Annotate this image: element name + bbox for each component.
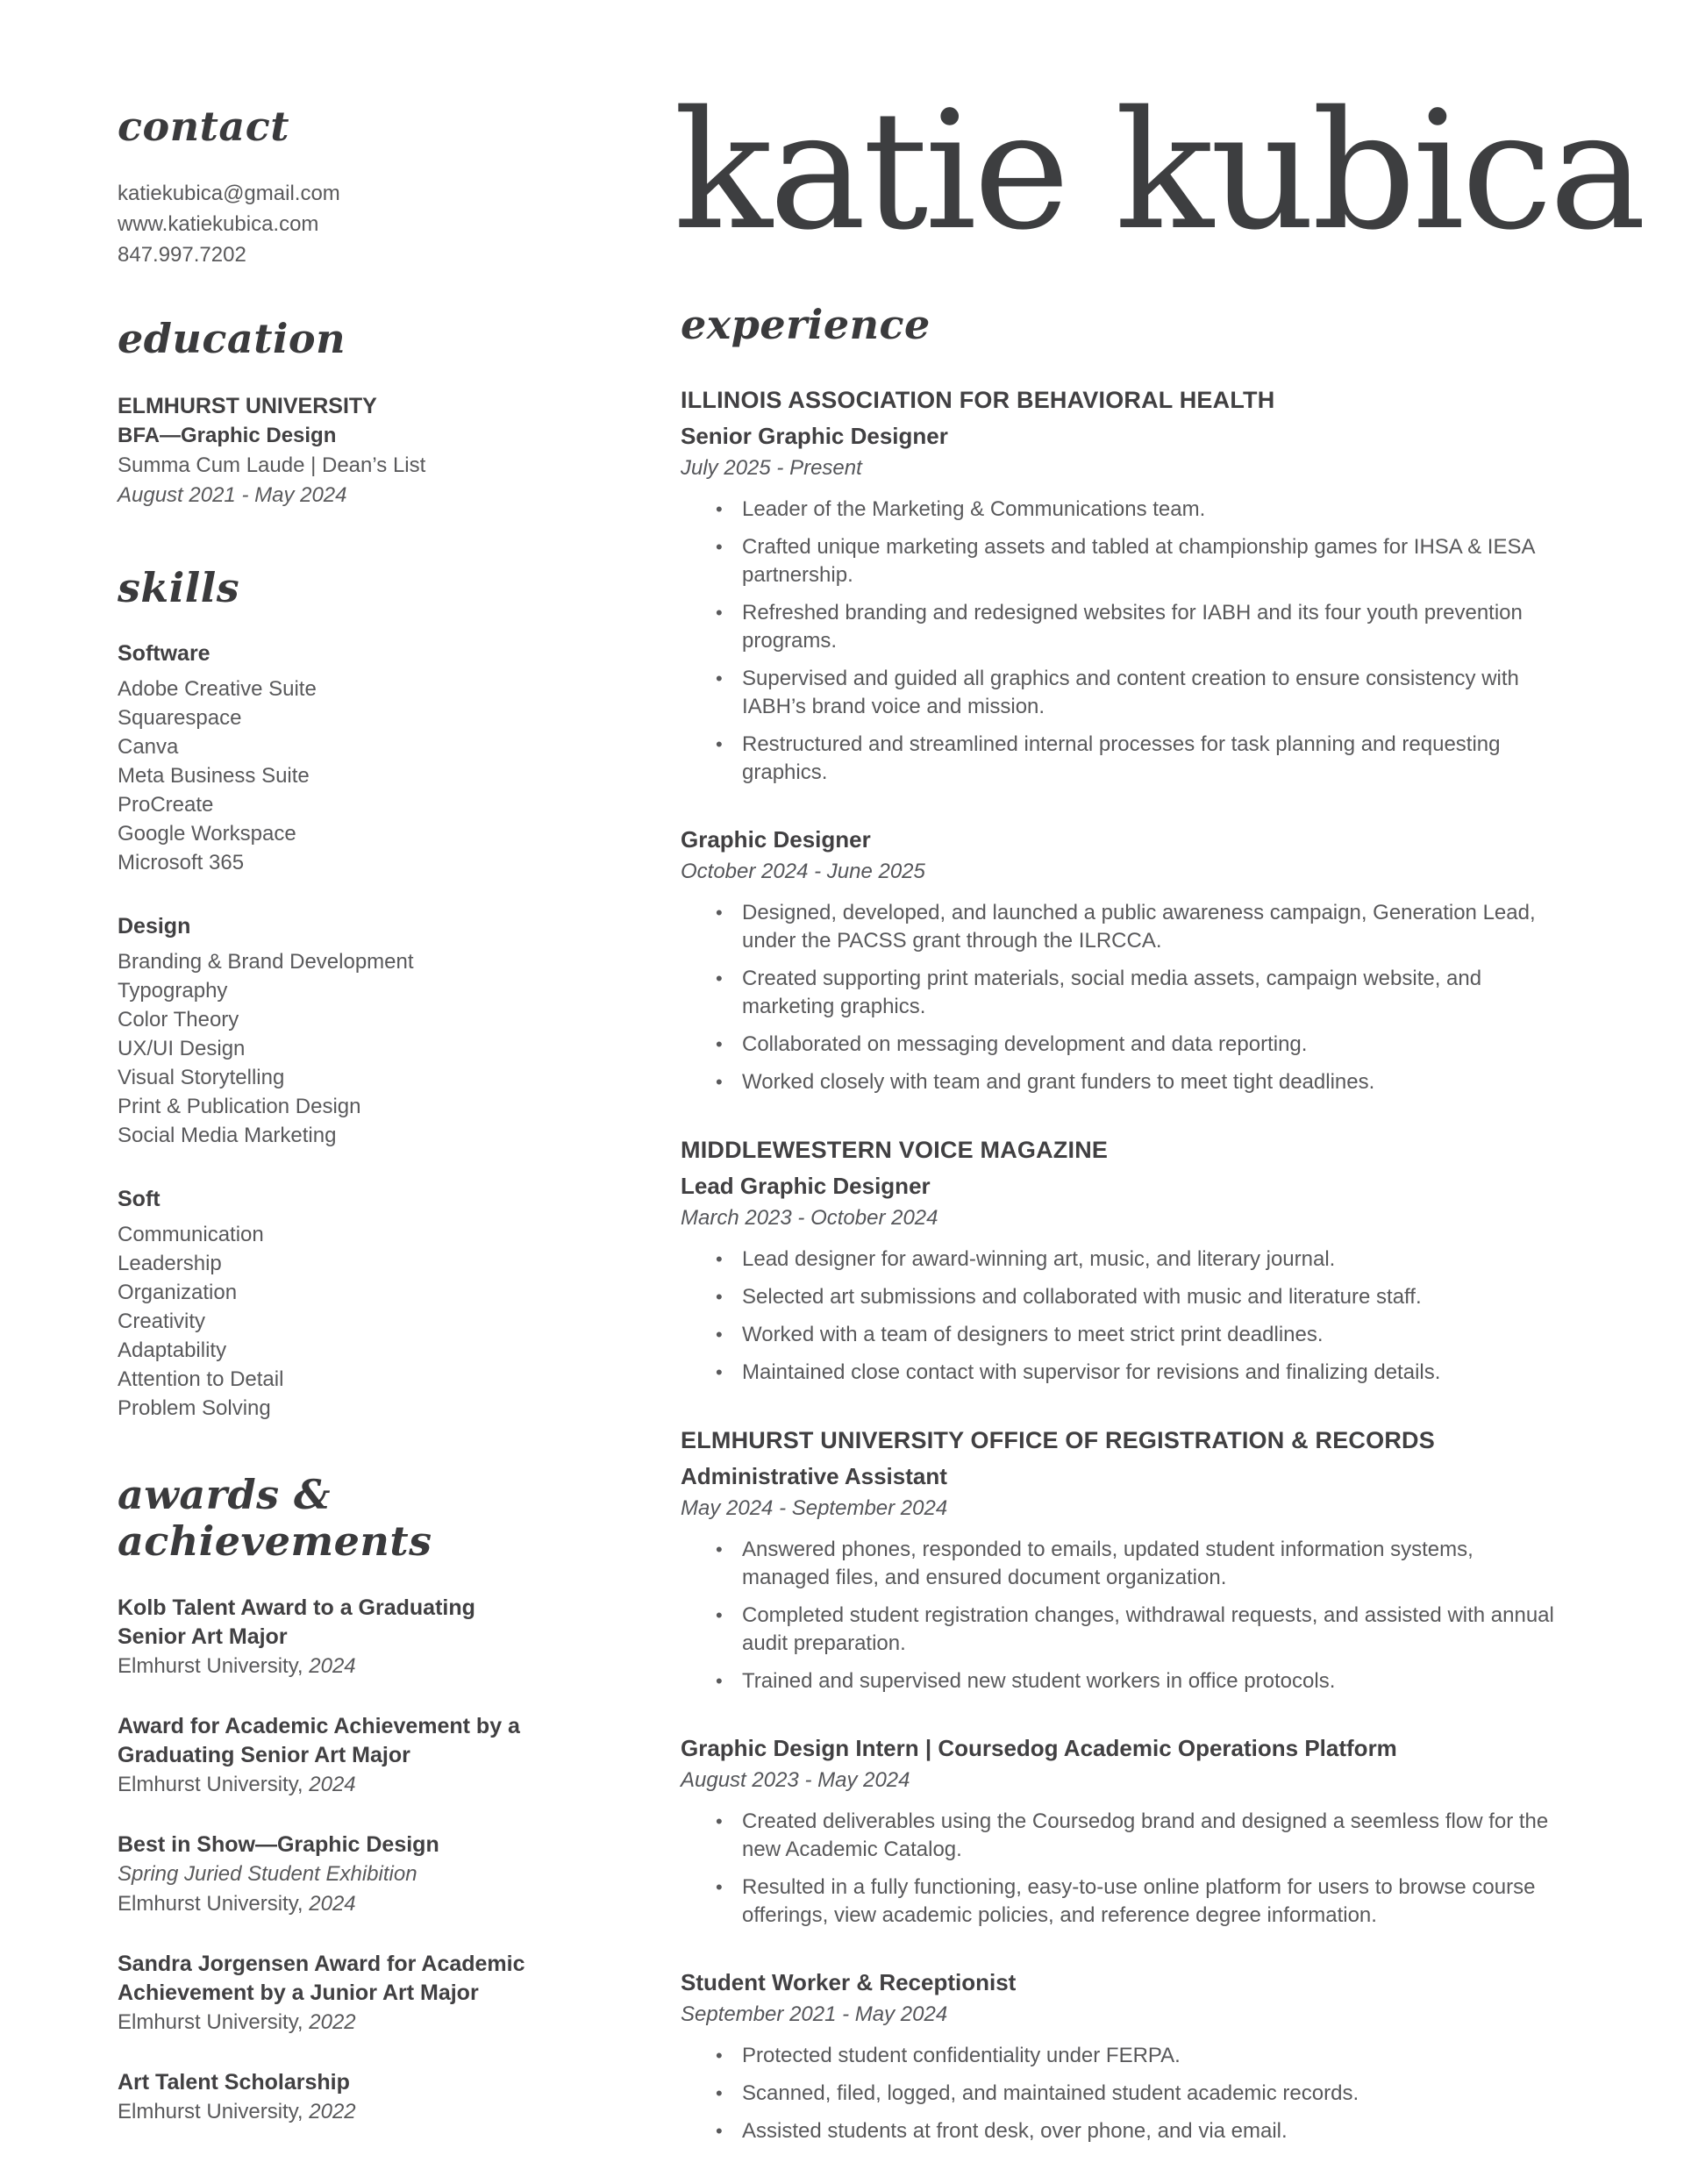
skill-list <box>118 1220 549 1423</box>
experience-entry <box>681 1425 1589 1695</box>
right-column <box>674 75 1644 2184</box>
award-year: 2024 <box>309 1891 356 1916</box>
bullet-item: • Crafted unique marketing assets and tabled at championship games for IHSA & IESA partnership. <box>681 533 1558 589</box>
job-title: Senior Graphic Designer <box>681 423 948 450</box>
bullet-item: • Leader of the Marketing & Communications team. <box>681 496 1558 524</box>
award-item <box>118 1712 549 1799</box>
skill-item: Branding & Brand Development <box>118 950 414 974</box>
job-dates: August 2023 - May 2024 <box>681 1768 910 1793</box>
skill-item: Print & Publication Design <box>118 1095 361 1119</box>
contact-line: www.katiekubica.com <box>118 212 319 237</box>
education-school: ELMHURST UNIVERSITY <box>118 393 377 418</box>
skill-item: Squarespace <box>118 706 242 731</box>
bullet-item: • Protected student confidentiality under FERPA. <box>681 2042 1558 2070</box>
bullet-item: • Restructured and streamlined internal processes for task planning and requesting graphics. <box>681 731 1558 787</box>
experience-heading: experience <box>681 301 931 348</box>
education-entry <box>118 391 549 510</box>
award-org-line <box>118 2097 549 2126</box>
awards-section <box>118 1472 549 2126</box>
skills-groups <box>118 639 549 1423</box>
skill-item: Meta Business Suite <box>118 764 310 789</box>
bullet-item: • Assisted students at front desk, over phone, and via email. <box>681 2117 1558 2145</box>
bullet-list <box>681 1808 1589 1930</box>
award-item <box>118 2068 549 2126</box>
job-dates: March 2023 - October 2024 <box>681 1206 938 1231</box>
bullet-item: • Scanned, filed, logged, and maintained student academic records. <box>681 2080 1558 2108</box>
experience-entry <box>681 1968 1589 2145</box>
award-org: Elmhurst University, <box>118 2099 310 2123</box>
skill-group-title: Design <box>118 914 191 939</box>
bullet-item: • Selected art submissions and collaborated with music and literature staff. <box>681 1283 1558 1311</box>
experience-entry <box>681 1734 1589 1930</box>
skill-item: Creativity <box>118 1310 206 1334</box>
skills-heading: skills <box>118 563 240 611</box>
skill-group <box>118 1185 549 1423</box>
experience-section <box>681 302 1589 2145</box>
skill-item: UX/UI Design <box>118 1037 246 1061</box>
experience-entry <box>681 385 1589 787</box>
skill-item: ProCreate <box>118 793 214 817</box>
award-org: Elmhurst University, <box>118 2009 310 2034</box>
skill-group <box>118 639 549 877</box>
job-dates: October 2024 - June 2025 <box>681 860 925 884</box>
bullet-item: • Answered phones, responded to emails, updated student information systems, managed files, and ensured document organization. <box>681 1536 1558 1592</box>
education-section <box>118 316 549 510</box>
skill-item: Social Media Marketing <box>118 1124 337 1148</box>
contact-line: 847.997.7202 <box>118 243 246 268</box>
award-subtitle: Spring Juried Student Exhibition <box>118 1861 417 1886</box>
bullet-item: • Refreshed branding and redesigned websites for IABH and its four youth prevention programs. <box>681 599 1558 655</box>
skills-section <box>118 565 549 1423</box>
experience-entry <box>681 825 1589 1096</box>
person-name: katie kubica <box>674 75 1644 266</box>
experience-entry <box>681 1135 1589 1387</box>
education-degree: BFA—Graphic Design <box>118 423 337 447</box>
skill-group <box>118 912 549 1150</box>
job-title: Student Worker & Receptionist <box>681 1969 1017 1996</box>
bullet-item: • Designed, developed, and launched a public awareness campaign, Generation Lead, under the PACSS grant through the ILRCCA. <box>681 899 1558 955</box>
bullet-list <box>681 1245 1589 1387</box>
bullet-list <box>681 2042 1589 2145</box>
organization-name: MIDDLEWESTERN VOICE MAGAZINE <box>681 1137 1109 1164</box>
skill-item: Canva <box>118 735 179 760</box>
skill-item: Leadership <box>118 1252 222 1276</box>
job-title: Administrative Assistant <box>681 1463 947 1490</box>
bullet-list <box>681 899 1589 1096</box>
education-dates: August 2021 - May 2024 <box>118 482 347 507</box>
award-org: Elmhurst University, <box>118 1772 310 1796</box>
organization-name: ILLINOIS ASSOCIATION FOR BEHAVIORAL HEALTH <box>681 387 1275 414</box>
contact-section <box>118 103 549 270</box>
award-org-line <box>118 1889 549 1918</box>
bullet-item: • Created supporting print materials, social media assets, campaign website, and marketing graphics. <box>681 965 1558 1021</box>
skill-group-title: Software <box>118 641 210 667</box>
bullet-item: • Collaborated on messaging development and data reporting. <box>681 1031 1558 1059</box>
award-org: Elmhurst University, <box>118 1653 310 1678</box>
bullet-list <box>681 496 1589 787</box>
skill-item: Adaptability <box>118 1338 227 1363</box>
job-title: Graphic Designer <box>681 826 871 853</box>
award-item <box>118 1950 549 2037</box>
job-dates: July 2025 - Present <box>681 456 862 481</box>
award-title: Art Talent Scholarship <box>118 2069 350 2095</box>
education-honors: Summa Cum Laude | Dean’s List <box>118 453 426 477</box>
skill-item: Google Workspace <box>118 822 296 846</box>
job-dates: September 2021 - May 2024 <box>681 2002 948 2027</box>
award-title: Kolb Talent Award to a Graduating Senior Art Major <box>118 1595 475 1649</box>
job-title: Lead Graphic Designer <box>681 1173 931 1200</box>
skill-group-title: Soft <box>118 1187 161 1212</box>
award-year: 2022 <box>309 2099 356 2123</box>
skill-item: Problem Solving <box>118 1396 271 1421</box>
skill-item: Communication <box>118 1223 264 1247</box>
award-title: Sandra Jorgensen Award for Academic Achievement by a Junior Art Major <box>118 1951 525 2005</box>
award-org: Elmhurst University, <box>118 1891 310 1916</box>
award-year: 2022 <box>309 2009 356 2034</box>
skill-item: Adobe Creative Suite <box>118 677 317 702</box>
award-org-line <box>118 1770 549 1799</box>
skill-item: Organization <box>118 1281 238 1305</box>
job-title: Graphic Design Intern | Coursedog Academic Operations Platform <box>681 1735 1397 1762</box>
contact-list <box>118 178 549 270</box>
bullet-list <box>681 1536 1589 1695</box>
organization-name: ELMHURST UNIVERSITY OFFICE OF REGISTRATION & RECORDS <box>681 1427 1435 1454</box>
job-dates: May 2024 - September 2024 <box>681 1496 948 1521</box>
bullet-item: • Supervised and guided all graphics and content creation to ensure consistency with IABH’s brand voice and mission. <box>681 665 1558 721</box>
skill-item: Typography <box>118 979 228 1003</box>
awards-list <box>118 1594 549 2126</box>
skill-item: Microsoft 365 <box>118 851 245 875</box>
bullet-item: • Resulted in a fully functioning, easy-to-use online platform for users to browse course offerings, view academic policies, and reference degree information. <box>681 1874 1558 1930</box>
award-title: Best in Show—Graphic Design <box>118 1831 439 1857</box>
left-column <box>118 103 549 2184</box>
bullet-item: • Lead designer for award-winning art, music, and literary journal. <box>681 1245 1558 1274</box>
education-heading: education <box>118 315 346 363</box>
skill-list <box>118 674 549 877</box>
experience-entries <box>681 385 1589 2145</box>
bullet-item: • Created deliverables using the Coursedog brand and designed a seemless flow for the new Academic Catalog. <box>681 1808 1558 1864</box>
bullet-item: • Worked closely with team and grant funders to meet tight deadlines. <box>681 1068 1558 1096</box>
awards-heading: awards & achievements <box>118 1471 432 1566</box>
award-title: Award for Academic Achievement by a Graduating Senior Art Major <box>118 1713 520 1767</box>
skill-list <box>118 947 549 1150</box>
award-org-line <box>118 1652 549 1681</box>
contact-line: katiekubica@gmail.com <box>118 182 340 206</box>
award-year: 2024 <box>309 1653 356 1678</box>
bullet-item: • Worked with a team of designers to meet strict print deadlines. <box>681 1321 1558 1349</box>
contact-heading: contact <box>118 103 289 150</box>
award-org-line <box>118 2008 549 2037</box>
award-item <box>118 1594 549 1681</box>
bullet-item: • Trained and supervised new student workers in office protocols. <box>681 1667 1558 1695</box>
skill-item: Color Theory <box>118 1008 239 1032</box>
award-item <box>118 1831 549 1918</box>
skill-item: Visual Storytelling <box>118 1066 285 1090</box>
award-year: 2024 <box>309 1772 356 1796</box>
bullet-item: • Completed student registration changes, withdrawal requests, and assisted with annual audit preparation. <box>681 1602 1558 1658</box>
bullet-item: • Maintained close contact with supervisor for revisions and finalizing details. <box>681 1359 1558 1387</box>
skill-item: Attention to Detail <box>118 1367 284 1392</box>
